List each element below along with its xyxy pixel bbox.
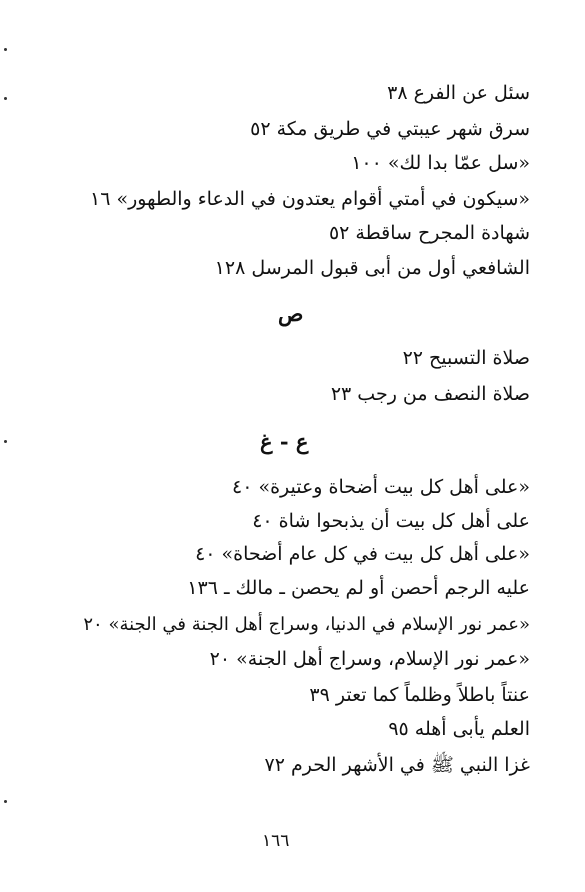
index-entry: عنتاً باطلاً وظلماً كما تعتر ٣٩ — [309, 684, 530, 706]
section-heading-sad: ص — [278, 301, 304, 326]
section-heading-ain-ghain: ع - غ — [260, 429, 309, 454]
edge-mark-lower — [4, 800, 7, 803]
index-entry: شهادة المجرح ساقطة ٥٢ — [328, 222, 530, 244]
index-entry: «سل عمّا بدا لك» ١٠٠ — [351, 152, 530, 174]
index-entry: عليه الرجم أحصن أو لم يحصن ـ مالك ـ ١٣٦ — [187, 577, 530, 599]
index-entry: سرق شهر عيبتي في طريق مكة ٥٢ — [250, 118, 530, 140]
index-entry: غزا النبي ﷺ في الأشهر الحرم ٧٢ — [264, 754, 530, 776]
index-entry: «على أهل كل بيت في كل عام أضحاة» ٤٠ — [195, 543, 530, 565]
index-entry: «سيكون في أمتي أقوام يعتدون في الدعاء والطهور» ١٦ — [90, 188, 530, 210]
edge-mark-middle — [4, 440, 7, 443]
index-entry: على أهل كل بيت أن يذبحوا شاة ٤٠ — [252, 510, 530, 532]
index-entry: صلاة التسبيح ٢٢ — [402, 347, 530, 369]
edge-mark-top — [4, 48, 7, 51]
index-entry: الشافعي أول من أبى قبول المرسل ١٢٨ — [214, 257, 530, 279]
index-entry: «على أهل كل بيت أضحاة وعتيرة» ٤٠ — [231, 476, 530, 498]
edge-mark-upper — [4, 97, 7, 100]
index-entry: صلاة النصف من رجب ٢٣ — [330, 383, 530, 405]
index-entry: سئل عن الفرع ٣٨ — [387, 82, 530, 104]
index-entry: «عمر نور الإسلام، وسراج أهل الجنة» ٢٠ — [209, 648, 530, 670]
index-entry: «عمر نور الإسلام في الدنيا، وسراج أهل الجنة في الجنة» ٢٠ — [83, 614, 530, 635]
index-entry: العلم يأبى أهله ٩٥ — [388, 718, 530, 740]
page-number: ١٦٦ — [262, 831, 290, 851]
